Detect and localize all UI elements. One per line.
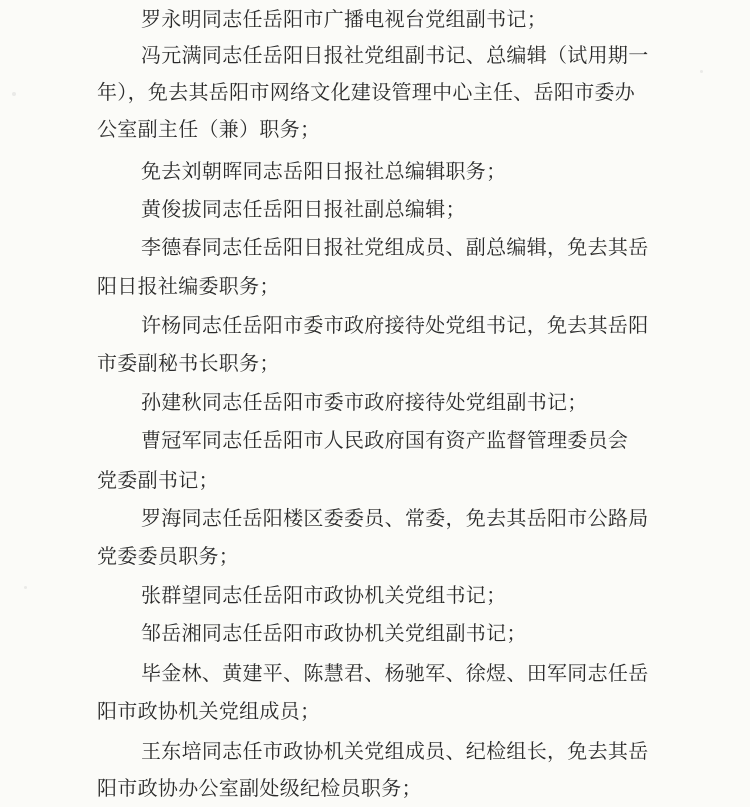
paragraph-line: 年），免去其岳阳市网络文化建设管理中心主任、岳阳市委办 (97, 80, 636, 104)
paragraph-line: 罗永明同志任岳阳市广播电视台党组副书记； (141, 7, 547, 31)
paragraph-line: 孙建秋同志任岳阳市委市政府接待处党组副书记； (141, 390, 588, 414)
paragraph-line: 曹冠军同志任岳阳市人民政府国有资产监督管理委员会 (141, 428, 629, 452)
paragraph-line: 邹岳湘同志任岳阳市政协机关党组副书记； (141, 621, 527, 645)
paragraph-line: 罗海同志任岳阳楼区委委员、常委，免去其岳阳市公路局 (141, 506, 649, 530)
paragraph-line: 阳日报社编委职务； (97, 274, 280, 298)
paragraph-line: 免去刘朝晖同志岳阳日报社总编辑职务； (141, 159, 507, 183)
paragraph-line: 冯元满同志任岳阳日报社党组副书记、总编辑（试用期一 (141, 43, 649, 67)
paragraph-line: 张群望同志任岳阳市政协机关党组书记； (141, 583, 507, 607)
paragraph-line: 党委委员职务； (97, 544, 240, 568)
paragraph-line: 公室副主任（兼）职务； (97, 117, 321, 141)
paragraph-line: 阳市政协办公室副处级纪检员职务； (97, 776, 422, 800)
paragraph-line: 许杨同志任岳阳市委市政府接待处党组书记，免去其岳阳 (141, 313, 649, 337)
paragraph-line: 市委副秘书长职务； (97, 351, 280, 375)
paragraph-line: 王东培同志任市政协机关党组成员、纪检组长，免去其岳 (141, 739, 649, 763)
paragraph-line: 毕金林、黄建平、陈慧君、杨驰军、徐煜、田军同志任岳 (141, 661, 649, 685)
paragraph-line: 黄俊拔同志任岳阳日报社副总编辑； (141, 197, 466, 221)
paragraph-line: 李德春同志任岳阳日报社党组成员、副总编辑，免去其岳 (141, 235, 649, 259)
paragraph-line: 阳市政协机关党组成员； (97, 699, 321, 723)
paragraph-line: 党委副书记； (97, 468, 219, 492)
